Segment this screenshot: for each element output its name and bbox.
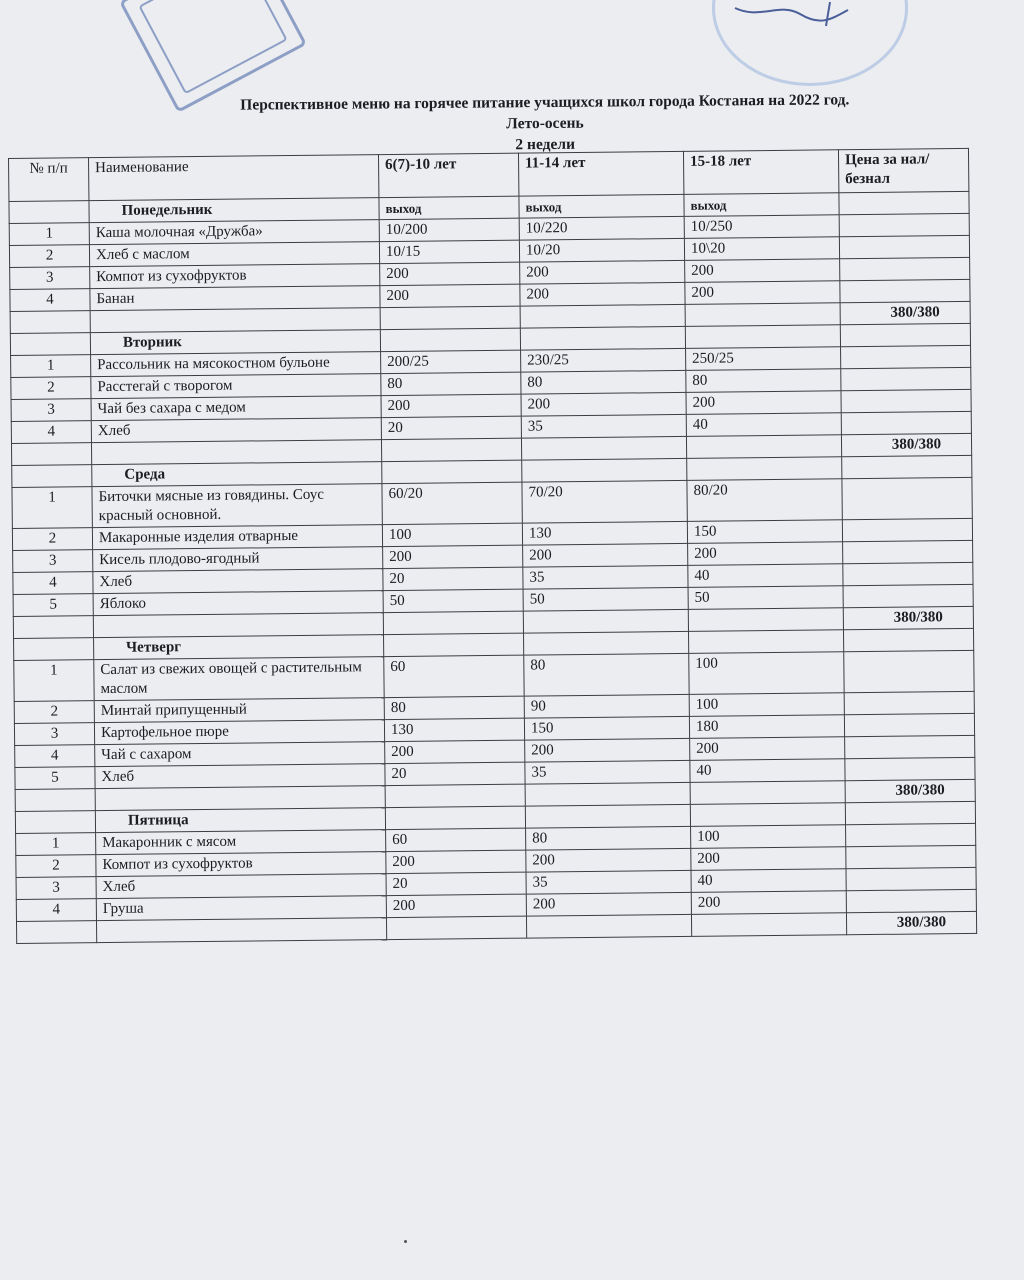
price-cell: [841, 389, 971, 412]
item-name: Банан: [90, 286, 380, 311]
item-output-age-6-10: 60: [384, 655, 524, 697]
empty-cell: [687, 457, 842, 481]
price-cell: [842, 477, 972, 519]
item-output-age-15-18: 80: [686, 369, 841, 393]
item-num: 1: [14, 660, 94, 702]
item-output-age-15-18: 80/20: [687, 479, 842, 522]
empty-cell: [90, 308, 380, 333]
empty-cell: [690, 781, 845, 805]
item-output-age-15-18: 250/25: [686, 347, 841, 371]
item-output-age-15-18: 100: [689, 652, 844, 695]
item-output-age-15-18: 100: [691, 825, 846, 849]
empty-cell: [380, 306, 520, 329]
item-output-age-15-18: 180: [689, 715, 844, 739]
item-num: 3: [11, 399, 91, 422]
item-num: 1: [16, 833, 96, 856]
item-name: Расстегай с творогом: [91, 374, 381, 399]
item-output-age-15-18: 200: [688, 542, 843, 566]
item-output-age-15-18: 200: [691, 847, 846, 871]
price-cell: [841, 367, 971, 390]
empty-cell: [385, 806, 525, 829]
item-output-age-6-10: 80: [381, 372, 521, 395]
price-cell: [843, 628, 973, 651]
item-output-age-15-18: 200: [690, 737, 845, 761]
item-name: Хлеб: [91, 418, 381, 443]
item-output-age-6-10: 60/20: [382, 482, 522, 524]
item-output-age-11-14: 10/220: [519, 216, 684, 240]
empty-cell: [16, 921, 96, 944]
item-name: Чай без сахара с медом: [91, 396, 381, 421]
empty-cell: [15, 789, 95, 812]
item-output-age-11-14: 70/20: [522, 480, 687, 523]
item-output-age-15-18: 100: [689, 693, 844, 717]
price-cell: [839, 213, 969, 236]
item-num: 3: [16, 877, 96, 900]
day-num-cell: [15, 811, 95, 834]
item-output-age-11-14: 130: [522, 521, 687, 545]
item-output-age-6-10: 20: [385, 762, 525, 785]
output-label-age-11-14: выход: [519, 194, 684, 218]
item-output-age-6-10: 130: [384, 718, 524, 741]
item-output-age-11-14: 35: [523, 565, 688, 589]
menu-table-body: [9, 148, 977, 943]
item-output-age-11-14: 35: [526, 870, 691, 894]
day-num-cell: [9, 201, 89, 224]
item-output-age-11-14: 200: [523, 543, 688, 567]
price-cell: [843, 540, 973, 563]
item-output-age-6-10: 10/200: [379, 218, 519, 241]
item-output-age-11-14: 80: [526, 826, 691, 850]
empty-cell: [93, 613, 383, 638]
day-name: Вторник: [90, 330, 380, 355]
item-name: Груша: [96, 896, 386, 921]
col-header-age-11-14: 11-14 лет: [518, 151, 683, 196]
page-mark: [404, 1240, 407, 1243]
item-name: Картофельное пюре: [94, 720, 384, 745]
item-output-age-15-18: 200: [686, 391, 841, 415]
item-output-age-15-18: 40: [686, 413, 841, 437]
item-name: Яблоко: [93, 591, 383, 616]
item-output-age-15-18: 10/250: [684, 215, 839, 239]
empty-cell: [382, 460, 522, 483]
price-cell: [840, 257, 970, 280]
empty-cell: [522, 458, 687, 482]
item-num: 2: [16, 855, 96, 878]
item-output-age-11-14: 150: [524, 716, 689, 740]
document-header: [160, 89, 931, 159]
document-season: Лето-осень: [506, 114, 584, 133]
price-cell: [846, 845, 976, 868]
empty-cell: [686, 435, 841, 459]
empty-cell: [380, 328, 520, 351]
item-name: Салат из свежих овощей с растительным маслом: [94, 657, 384, 701]
item-output-age-11-14: 200: [521, 392, 686, 416]
output-label-age-15-18: выход: [684, 193, 839, 217]
empty-cell: [91, 440, 381, 465]
item-output-age-6-10: 200: [380, 262, 520, 285]
empty-cell: [381, 438, 521, 461]
col-header-num: № п/п: [9, 158, 89, 202]
day-num-cell: [12, 465, 92, 488]
item-name: Биточки мясные из говядины. Соус красный основной.: [92, 484, 382, 528]
price-cell: [846, 889, 976, 912]
col-header-name: Наименование: [89, 155, 379, 201]
empty-cell: [521, 436, 686, 460]
day-name: Пятница: [95, 808, 385, 833]
item-output-age-11-14: 200: [525, 738, 690, 762]
item-name: Минтай припущенный: [94, 698, 384, 723]
item-num: 4: [10, 289, 90, 312]
day-price: 380/380: [845, 779, 975, 802]
empty-cell: [525, 804, 690, 828]
item-num: 5: [15, 767, 95, 790]
item-output-age-6-10: 200/25: [381, 350, 521, 373]
item-output-age-15-18: 200: [685, 281, 840, 305]
output-label-age-6-10: выход: [379, 196, 519, 219]
price-cell: [845, 757, 975, 780]
document-title: Перспективное меню на горячее питание учащихся школ города Костаная на 2022 год.: [240, 91, 850, 114]
day-num-cell: [14, 638, 94, 661]
price-cell: [841, 345, 971, 368]
item-num: 5: [13, 594, 93, 617]
day-price: 380/380: [846, 911, 976, 934]
price-cell: [840, 279, 970, 302]
empty-cell: [524, 631, 689, 655]
day-price: 380/380: [840, 301, 970, 324]
item-output-age-11-14: 80: [521, 370, 686, 394]
item-name: Рассольник на мясокостном бульоне: [91, 352, 381, 377]
empty-cell: [385, 784, 525, 807]
item-output-age-11-14: 80: [524, 653, 689, 696]
day-name: Четверг: [94, 635, 384, 660]
item-num: 2: [9, 245, 89, 268]
empty-cell: [384, 633, 524, 656]
item-output-age-15-18: 200: [685, 259, 840, 283]
item-output-age-6-10: 200: [386, 850, 526, 873]
empty-cell: [386, 916, 526, 939]
empty-cell: [688, 608, 843, 632]
item-output-age-15-18: 10\20: [684, 237, 839, 261]
price-cell: [844, 650, 974, 692]
day-num-cell: [10, 333, 90, 356]
item-name: Компот из сухофруктов: [96, 852, 386, 877]
item-output-age-6-10: 100: [382, 523, 522, 546]
item-name: Кисель плодово-ягодный: [93, 547, 383, 572]
item-num: 4: [16, 899, 96, 922]
empty-cell: [13, 616, 93, 639]
item-name: Макаронные изделия отварные: [92, 525, 382, 550]
price-cell: [842, 518, 972, 541]
col-header-price: Цена за нал/безнал: [838, 148, 968, 192]
item-output-age-11-14: 200: [520, 260, 685, 284]
item-name: Хлеб: [93, 569, 383, 594]
item-output-age-6-10: 200: [386, 894, 526, 917]
item-num: 1: [9, 223, 89, 246]
empty-cell: [526, 914, 691, 938]
item-num: 1: [11, 355, 91, 378]
item-output-age-11-14: 200: [520, 282, 685, 306]
item-output-age-11-14: 230/25: [521, 348, 686, 372]
item-output-age-11-14: 200: [526, 848, 691, 872]
menu-table: [8, 148, 977, 944]
item-output-age-6-10: 200: [380, 284, 520, 307]
empty-cell: [688, 630, 843, 654]
item-output-age-15-18: 200: [691, 891, 846, 915]
price-cell: [844, 691, 974, 714]
empty-cell: [523, 609, 688, 633]
price-cell: [845, 801, 975, 824]
item-output-age-11-14: 200: [526, 892, 691, 916]
item-output-age-6-10: 50: [383, 589, 523, 612]
item-output-age-15-18: 40: [690, 759, 845, 783]
empty-cell: [383, 611, 523, 634]
price-cell: [839, 191, 969, 214]
price-cell: [844, 713, 974, 736]
item-num: 3: [14, 723, 94, 746]
item-name: Хлеб с маслом: [89, 242, 379, 267]
empty-cell: [685, 325, 840, 349]
empty-cell: [685, 303, 840, 327]
empty-cell: [96, 918, 386, 943]
item-output-age-11-14: 50: [523, 587, 688, 611]
item-output-age-6-10: 200: [381, 394, 521, 417]
empty-cell: [520, 326, 685, 350]
item-num: 4: [15, 745, 95, 768]
price-cell: [846, 823, 976, 846]
price-cell: [842, 455, 972, 478]
item-name: Чай с сахаром: [95, 742, 385, 767]
price-cell: [839, 235, 969, 258]
item-output-age-6-10: 200: [383, 545, 523, 568]
price-cell: [843, 584, 973, 607]
empty-cell: [520, 304, 685, 328]
day-price: 380/380: [841, 433, 971, 456]
empty-cell: [11, 443, 91, 466]
item-num: 3: [10, 267, 90, 290]
item-num: 2: [11, 377, 91, 400]
item-name: Хлеб: [96, 874, 386, 899]
item-name: Макаронник с мясом: [96, 830, 386, 855]
day-name: Среда: [92, 462, 382, 487]
col-header-age-15-18: 15-18 лет: [683, 150, 838, 195]
menu-table-wrapper: [8, 148, 976, 944]
item-num: 2: [12, 528, 92, 551]
item-num: 1: [12, 487, 92, 529]
empty-cell: [690, 803, 845, 827]
signature: [730, 0, 870, 30]
item-name: Хлеб: [95, 764, 385, 789]
item-output-age-6-10: 20: [383, 567, 523, 590]
item-output-age-6-10: 20: [381, 416, 521, 439]
price-cell: [845, 735, 975, 758]
empty-cell: [691, 913, 846, 937]
price-cell: [841, 411, 971, 434]
item-num: 2: [14, 701, 94, 724]
item-output-age-6-10: 200: [385, 740, 525, 763]
item-output-age-15-18: 40: [688, 564, 843, 588]
col-header-age-6-10: 6(7)-10 лет: [378, 153, 518, 197]
item-name: Каша молочная «Дружба»: [89, 220, 379, 245]
item-output-age-11-14: 90: [524, 694, 689, 718]
price-cell: [840, 323, 970, 346]
item-output-age-6-10: 60: [386, 828, 526, 851]
item-num: 4: [13, 572, 93, 595]
day-price: 380/380: [843, 606, 973, 629]
item-output-age-15-18: 150: [687, 520, 842, 544]
empty-cell: [95, 786, 385, 811]
item-num: 3: [13, 550, 93, 573]
day-name: Понедельник: [89, 198, 379, 223]
empty-cell: [525, 782, 690, 806]
item-output-age-6-10: 10/15: [379, 240, 519, 263]
empty-cell: [10, 311, 90, 334]
item-num: 4: [11, 421, 91, 444]
item-output-age-6-10: 80: [384, 696, 524, 719]
item-output-age-6-10: 20: [386, 872, 526, 895]
price-cell: [846, 867, 976, 890]
item-output-age-11-14: 10/20: [519, 238, 684, 262]
item-output-age-15-18: 50: [688, 586, 843, 610]
item-name: Компот из сухофруктов: [90, 264, 380, 289]
document-week: 2 недели: [515, 135, 576, 154]
item-output-age-11-14: 35: [521, 414, 686, 438]
item-output-age-15-18: 40: [691, 869, 846, 893]
item-output-age-11-14: 35: [525, 760, 690, 784]
price-cell: [843, 562, 973, 585]
